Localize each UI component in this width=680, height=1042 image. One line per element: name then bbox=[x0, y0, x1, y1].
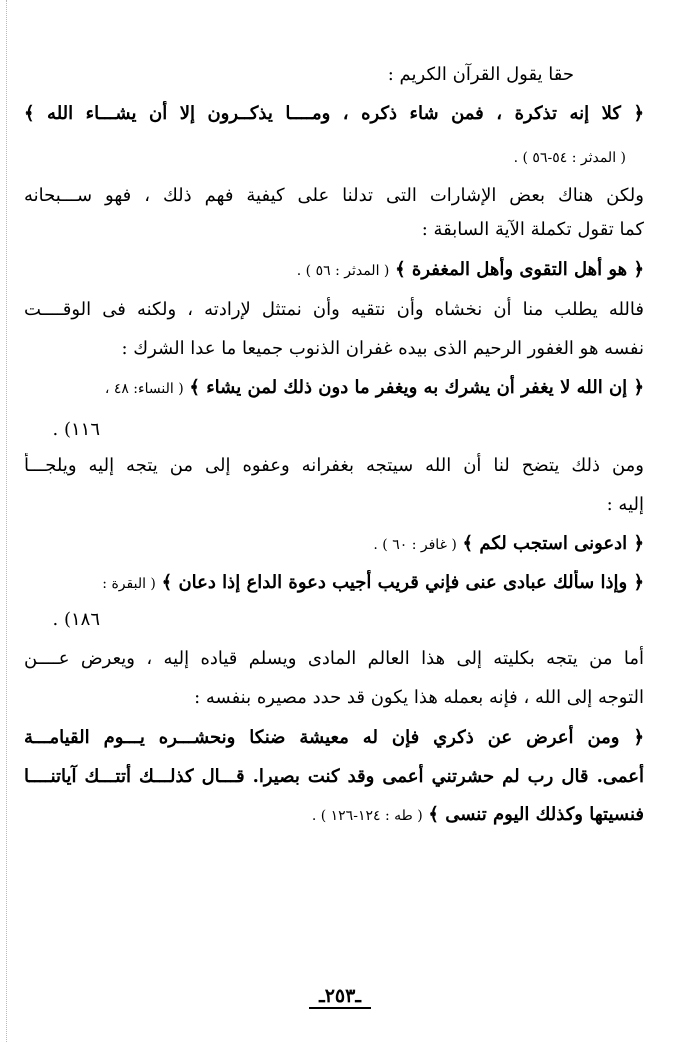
text-line bbox=[24, 257, 644, 285]
text-line: التوجه إلى الله ، فإنه بعمله هذا يكون قد حدد مصيره بنفسه : bbox=[194, 687, 644, 708]
verse-reference: ( المدثر : ٥٤-٥٦ ) . bbox=[513, 150, 626, 166]
page-number bbox=[0, 985, 680, 1007]
verse-reference: ( النساء: ٤٨ ، bbox=[104, 381, 184, 397]
verse-reference: ( البقرة : bbox=[102, 576, 156, 592]
verse-line: ﴿ ومن أعرض عن ذكري فإن له معيشة ضنكا ونحشـــره يـــوم القيامـــة bbox=[24, 727, 644, 748]
verse-text: فنسيتها وكذلك اليوم تنسى ﴾ bbox=[428, 804, 644, 825]
text-line: إليه : bbox=[606, 494, 644, 515]
scan-edge bbox=[6, 0, 8, 1042]
text-line: كما تقول تكملة الآية السابقة : bbox=[421, 219, 644, 240]
text-line: ولكن هناك بعض الإشارات التى تدلنا على كيفية فهم ذلك ، فهو ســـبحانه bbox=[24, 185, 644, 206]
text-line: أما من يتجه بكليته إلى هذا العالم المادى ويسلم قياده إليه ، ويعرض عــــن bbox=[24, 648, 644, 669]
text-line: ومن ذلك يتضح لنا أن الله سيتجه بغفرانه وعفوه إلى من يتجه إليه ويلجـــأ bbox=[24, 455, 644, 476]
verse-line: أعمى. قال رب لم حشرتني أعمى وقد كنت بصيرا. قـــال كذلـــك أتتـــك آياتنــــا bbox=[24, 766, 644, 787]
verse-line: ﴿ كلا إنه تذكرة ، فمن شاء ذكره ، ومــــا يذكــرون إلا أن يشـــاء الله ﴾ bbox=[24, 103, 644, 124]
text-line bbox=[24, 531, 644, 559]
verse-text: ﴿ إن الله لا يغفر أن يشرك به ويغفر ما دون ذلك لمن يشاء ﴾ bbox=[189, 377, 644, 398]
text-line bbox=[24, 802, 644, 830]
verse-text: ﴿ وإذا سألك عبادى عنى فإني قريب أجيب دعوة الداع إذا دعان ﴾ bbox=[161, 572, 644, 593]
page-number-text: ـ٢٥٣ـ bbox=[309, 985, 371, 1009]
text-line: نفسه هو الغفور الرحيم الذى بيده غفران الذنوب جميعا ما عدا الشرك : bbox=[121, 338, 644, 359]
text-line bbox=[24, 375, 644, 403]
text-line: حقا يقول القرآن الكريم : bbox=[387, 64, 574, 85]
text-line bbox=[24, 570, 644, 598]
verse-text: ﴿ هو أهل التقوى وأهل المغفرة ﴾ bbox=[395, 259, 644, 280]
verse-reference: ( المدثر : ٥٦ ) . bbox=[296, 263, 390, 279]
verse-text: ﴿ ادعونى استجب لكم ﴾ bbox=[462, 533, 644, 554]
text-line bbox=[24, 144, 626, 172]
text-line: ١٨٦) . bbox=[52, 609, 100, 630]
verse-reference: ( طه : ١٢٤-١٢٦ ) . bbox=[311, 808, 423, 824]
text-line: ١١٦) . bbox=[52, 419, 100, 440]
text-line: فالله يطلب منا أن نخشاه وأن نتقيه وأن نمتثل لإرادته ، ولكنه فى الوقــــت bbox=[24, 299, 644, 320]
verse-reference: ( غافر : ٦٠ ) . bbox=[373, 537, 457, 553]
